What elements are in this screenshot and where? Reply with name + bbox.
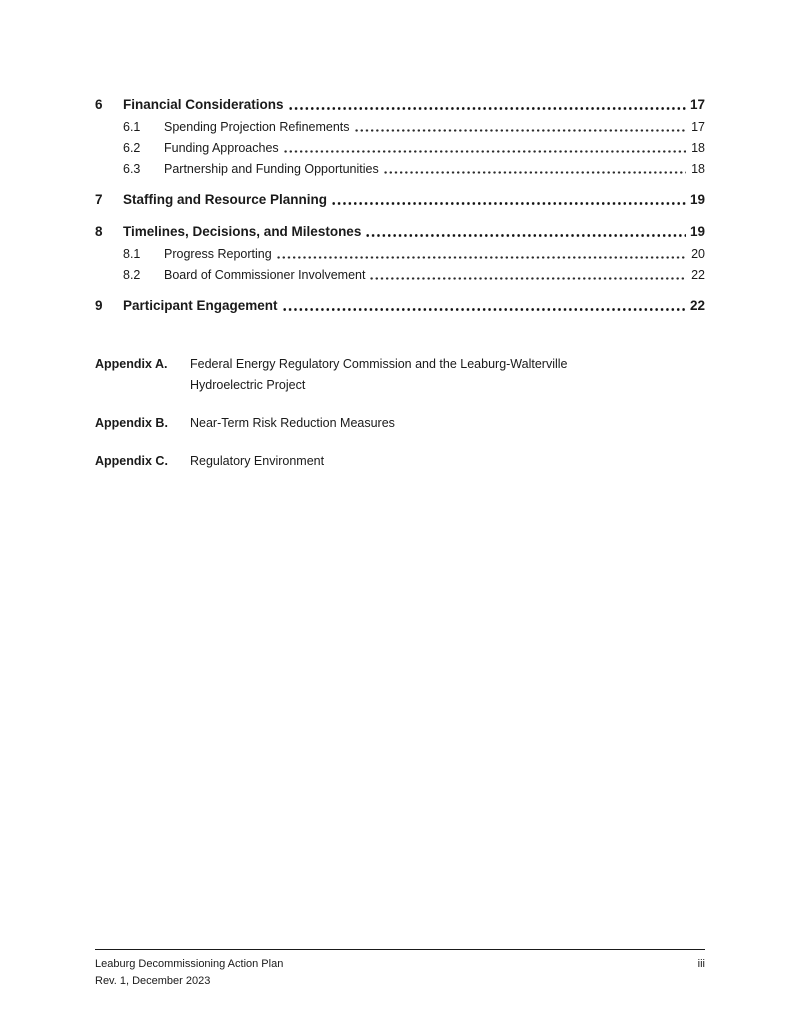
- appendix-entry[interactable]: [95, 451, 705, 472]
- toc-entry[interactable]: [95, 266, 705, 284]
- footer-document-title: Leaburg Decommissioning Action Plan: [95, 958, 284, 970]
- toc-entry[interactable]: [95, 118, 705, 136]
- toc-entry[interactable]: [95, 296, 705, 316]
- appendix-label: Appendix A.: [95, 357, 168, 371]
- footer-left: [95, 956, 283, 990]
- toc-entry-page: 18: [691, 162, 705, 176]
- toc-entry-title: Participant Engagement: [123, 298, 278, 313]
- toc-entry-number: 6.3: [123, 162, 141, 176]
- appendix-entry[interactable]: [95, 354, 705, 396]
- appendix-title: Federal Energy Regulatory Commission and the Leaburg-Walterville Hydroelectric Project: [190, 357, 568, 392]
- toc-entry-title: Board of Commissioner Involvement: [164, 268, 366, 282]
- dot-leader: [282, 307, 686, 312]
- appendix-list: [95, 354, 705, 472]
- toc-entry-title: Timelines, Decisions, and Milestones: [123, 224, 362, 239]
- toc-entry-number: 9: [95, 298, 103, 313]
- toc-entry[interactable]: [95, 222, 705, 242]
- toc-entry-number: 8.1: [123, 247, 141, 261]
- appendix-label: Appendix C.: [95, 454, 168, 468]
- toc-entry-page: 19: [689, 192, 705, 207]
- appendix-title: Near-Term Risk Reduction Measures: [190, 416, 395, 430]
- dot-leader: [288, 106, 686, 111]
- appendix-entry[interactable]: [95, 413, 705, 434]
- footer-page-number: iii: [697, 958, 705, 970]
- dot-leader: [283, 149, 686, 154]
- toc-entry[interactable]: [95, 139, 705, 157]
- toc-entry-title: Financial Considerations: [123, 97, 284, 112]
- toc-entry-number: 6.1: [123, 120, 141, 134]
- toc-entry-title: Progress Reporting: [164, 247, 272, 261]
- toc-entry-number: 6.2: [123, 141, 141, 155]
- toc-entry[interactable]: [95, 245, 705, 263]
- table-of-contents: [95, 95, 705, 472]
- toc-entry-number: 8.2: [123, 268, 141, 282]
- toc-entry-number: 7: [95, 192, 103, 207]
- toc-entry-page: 20: [691, 247, 705, 261]
- toc-entry-page: 18: [691, 141, 705, 155]
- dot-leader: [331, 201, 686, 206]
- toc-entry-title: Staffing and Resource Planning: [123, 192, 328, 207]
- toc-entry[interactable]: [95, 160, 705, 178]
- toc-entry-number: 8: [95, 224, 103, 239]
- dot-leader: [276, 255, 686, 260]
- dot-leader: [369, 276, 686, 281]
- dot-leader: [365, 233, 686, 238]
- dot-leader: [354, 128, 686, 133]
- toc-entry-page: 17: [689, 97, 705, 112]
- toc-entry-page: 19: [689, 224, 705, 239]
- footer-revision: Rev. 1, December 2023: [95, 975, 211, 987]
- toc-entry-page: 17: [691, 120, 705, 134]
- toc-entry-title: Partnership and Funding Opportunities: [164, 162, 379, 176]
- toc-entry-title: Spending Projection Refinements: [164, 120, 350, 134]
- appendix-label: Appendix B.: [95, 416, 168, 430]
- page-footer: [95, 949, 705, 990]
- toc-entry-number: 6: [95, 97, 103, 112]
- toc-entry-page: 22: [689, 298, 705, 313]
- toc-entry[interactable]: [95, 95, 705, 115]
- toc-entry[interactable]: [95, 190, 705, 210]
- dot-leader: [383, 170, 686, 175]
- toc-entry-title: Funding Approaches: [164, 141, 279, 155]
- appendix-title: Regulatory Environment: [190, 454, 325, 468]
- toc-entry-page: 22: [691, 268, 705, 282]
